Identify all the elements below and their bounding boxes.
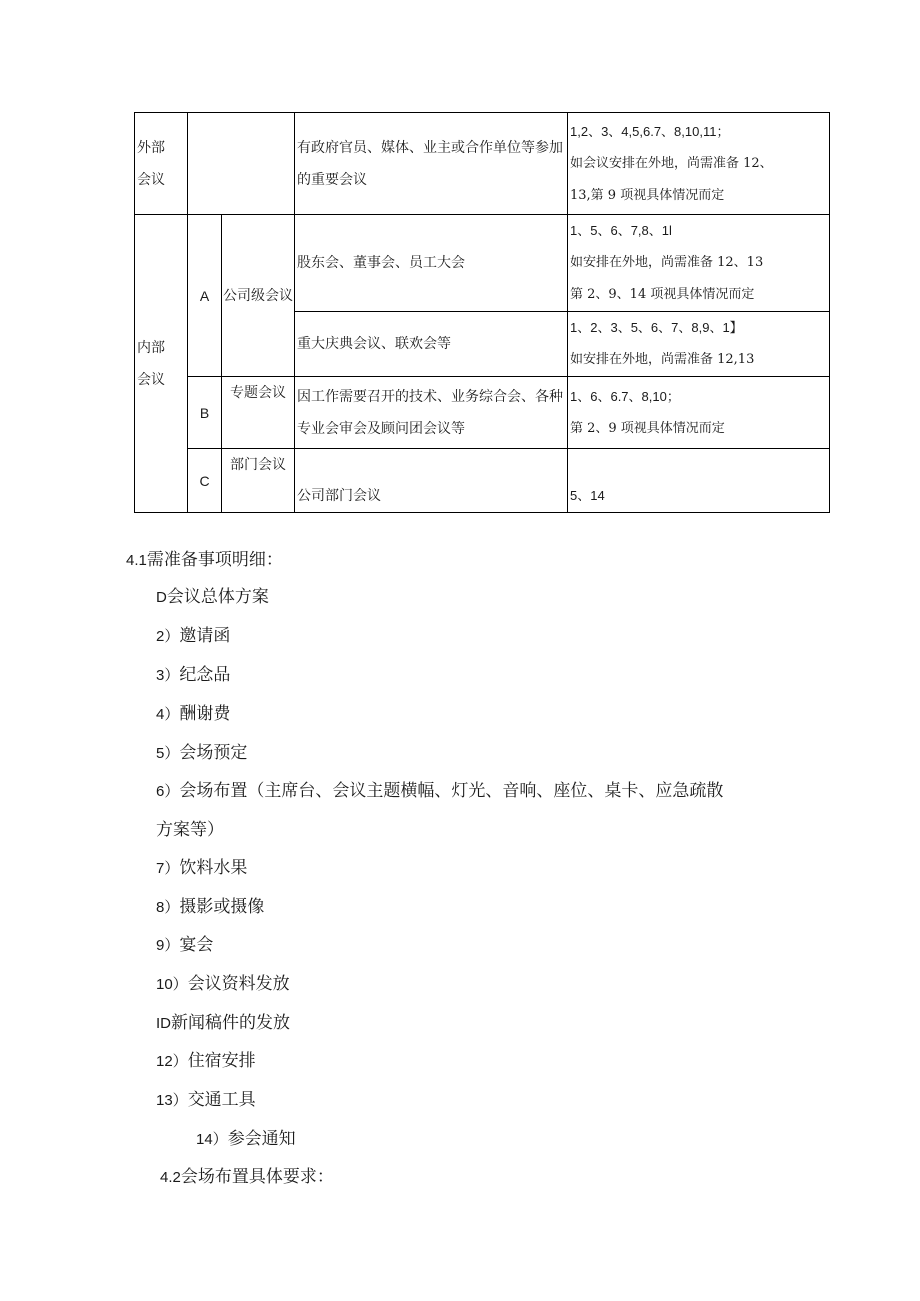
list-item: 13）交通工具 xyxy=(156,1090,256,1110)
table-row xyxy=(135,113,830,215)
items-cell xyxy=(568,215,830,312)
list-item: 3）纪念品 xyxy=(156,665,231,685)
group-type-cell xyxy=(222,449,295,513)
list-item: 7）饮料水果 xyxy=(156,858,248,878)
category-external: 外部 会议 xyxy=(137,139,165,188)
group-code-b: B xyxy=(188,377,222,449)
group-type-cell xyxy=(222,377,295,449)
items-line: 13,第 9 项视具体情况而定 xyxy=(570,187,725,203)
group-type-c: 部门会议 xyxy=(230,457,286,473)
section-41-heading: 4.1需准备事项明细： xyxy=(126,550,283,570)
category-internal: 内部 会议 xyxy=(137,339,165,388)
items-line: 1、2、3、5、6、7、8,9、1】 xyxy=(570,320,743,335)
list-item: 2）邀请函 xyxy=(156,626,231,646)
description-text: 因工作需要召开的技术、业务综合会、各种专业会审会及顾问团会议等 xyxy=(297,388,563,437)
section-42-heading: 4.2会场布置具体要求： xyxy=(160,1167,334,1187)
table-row xyxy=(135,215,830,312)
items-line: 如会议安排在外地，尚需准备 12、 xyxy=(570,155,773,171)
empty-cell xyxy=(188,113,295,215)
items-line: 第 2、9 项视具体情况而定 xyxy=(570,420,725,436)
items-line: 1、5、6、7,8、1l xyxy=(570,223,672,238)
items-line: 如安排在外地，尚需准备 12,13 xyxy=(570,352,755,367)
group-code-a: A xyxy=(188,215,222,377)
table-row xyxy=(135,449,830,513)
group-type-a: 公司级会议 xyxy=(223,287,293,304)
description-text: 有政府官员、媒体、业主或合作单位等参加的重要会议 xyxy=(297,139,563,188)
group-type-b: 专题会议 xyxy=(230,385,286,401)
group-type-cell xyxy=(222,215,295,377)
meeting-classification-table xyxy=(134,112,830,513)
category-cell xyxy=(135,113,188,215)
category-cell xyxy=(135,215,188,513)
items-line: 5、14 xyxy=(570,488,605,503)
list-item: 10）会议资料发放 xyxy=(156,974,290,994)
items-cell xyxy=(568,312,830,377)
table-row xyxy=(135,377,830,449)
list-item: D会议总体方案 xyxy=(156,587,269,607)
items-line: 第 2、9、14 项视具体情况而定 xyxy=(570,287,755,302)
description-cell xyxy=(295,377,568,449)
description-cell xyxy=(295,312,568,377)
list-item: 12）住宿安排 xyxy=(156,1051,256,1071)
list-item: 8）摄影或摄像 xyxy=(156,897,265,917)
list-item: ID新闻稿件的发放 xyxy=(156,1013,290,1033)
list-item-continuation: 方案等） xyxy=(156,820,224,840)
items-cell xyxy=(568,377,830,449)
list-item: 4）酬谢费 xyxy=(156,704,231,724)
description-cell xyxy=(295,449,568,513)
description-text: 公司部门会议 xyxy=(297,488,381,504)
list-item: 6）会场布置（主席台、会议主题横幅、灯光、音响、座位、桌卡、应急疏散 xyxy=(156,781,724,801)
list-item: 5）会场预定 xyxy=(156,743,248,763)
list-item: 9）宴会 xyxy=(156,935,214,955)
items-cell xyxy=(568,113,830,215)
description-cell xyxy=(295,215,568,312)
description-cell xyxy=(295,113,568,215)
items-line: 1、6、6.7、8,10； xyxy=(570,388,680,404)
items-line: 1,2、3、4,5,6.7、8,10,11； xyxy=(570,123,730,139)
list-item: 14）参会通知 xyxy=(196,1129,296,1149)
items-line: 如安排在外地，尚需准备 12、13 xyxy=(570,255,764,270)
description-text: 重大庆典会议、联欢会等 xyxy=(297,336,451,352)
group-code-c: C xyxy=(188,449,222,513)
items-cell xyxy=(568,449,830,513)
description-text: 股东会、董事会、员工大会 xyxy=(297,255,465,271)
